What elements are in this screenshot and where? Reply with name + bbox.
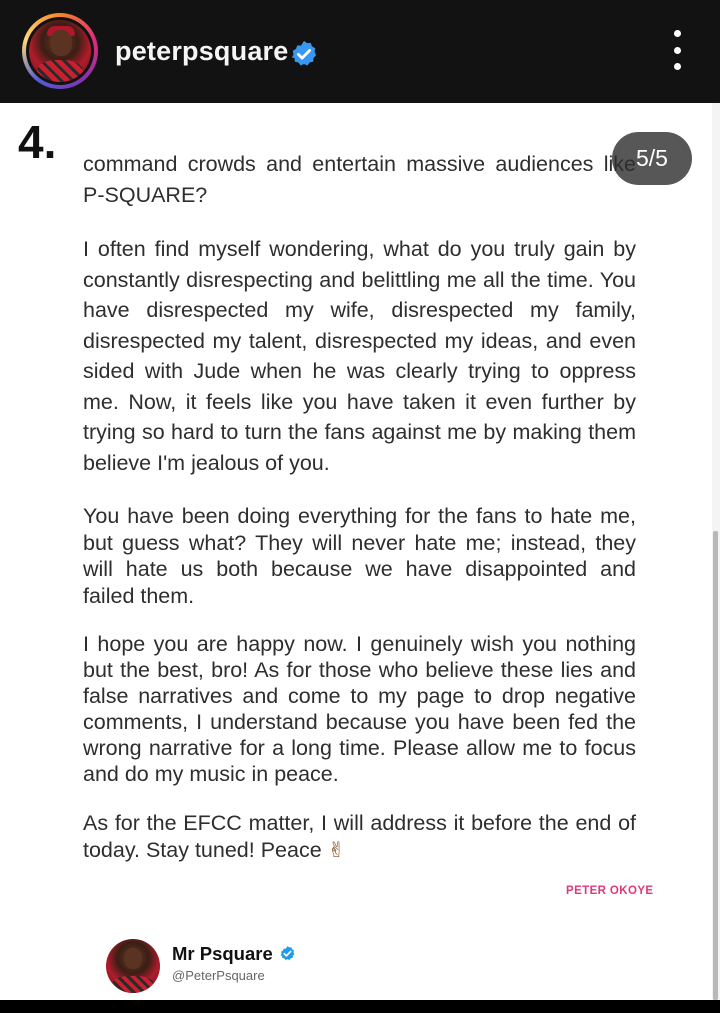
paragraph-3: I hope you are happy now. I genuinely wish you nothing but the best, bro! As for those who believe these lies and false narratives and come to my page to drop negative comments, I understand because you have been fed the wrong narrative for a long time. Please allow me to focus and do my music in peace. (83, 632, 636, 786)
scrollbar-thumb[interactable] (713, 531, 718, 1000)
signature: PETER OKOYE (566, 885, 654, 897)
tweet-avatar (106, 939, 160, 993)
verified-badge-icon (289, 39, 319, 69)
avatar-photo (29, 20, 91, 82)
tweet-avatar-shirt (112, 976, 154, 993)
verified-badge-icon (279, 945, 296, 962)
profile-avatar[interactable] (22, 13, 98, 89)
avatar-shirt (37, 60, 83, 82)
post-header (0, 0, 720, 103)
scrollbar[interactable] (712, 103, 720, 1000)
bottom-bar (0, 1000, 720, 1013)
menu-dot (674, 63, 681, 70)
post-image[interactable] (0, 103, 712, 1000)
paragraph-0: command crowds and entertain massive audiences like P-SQUARE? (83, 152, 636, 207)
paragraph-4-text: As for the EFCC matter, I will address it before the end of today. Stay tuned! Peace (83, 811, 636, 862)
tweet-handle: @PeterPsquare (172, 968, 265, 983)
username[interactable]: peterpsquare (115, 36, 289, 66)
avatar-border (26, 17, 94, 85)
menu-dot (674, 30, 681, 37)
paragraph-1: I often find myself wondering, what do you truly gain by constantly disrespecting and belittling me all the time. You have disrespected my wife, disrespected my family, disrespected my talent, disrespected my ideas, and even sided with Jude when he was clearly trying to oppress me. Now, it feels like you have taken it even further by trying so hard to turn the fans against me by making them believe I'm jealous of you. (83, 237, 636, 475)
section-number: 4. (18, 116, 57, 168)
paragraph-4 (83, 810, 636, 864)
more-vertical-icon[interactable] (665, 30, 689, 70)
paragraph-2: You have been doing everything for the fans to hate me, but guess what? They will never hate me; instead, they will hate us both because we have disappointed and failed them. (83, 504, 636, 608)
menu-dot (674, 47, 681, 54)
tweet-avatar-face (124, 948, 142, 969)
tweet-display-name: Mr Psquare (172, 943, 273, 964)
carousel-counter: 5/5 (612, 132, 692, 185)
peace-emoji: ✌ (327, 839, 346, 862)
avatar-face (50, 30, 72, 56)
